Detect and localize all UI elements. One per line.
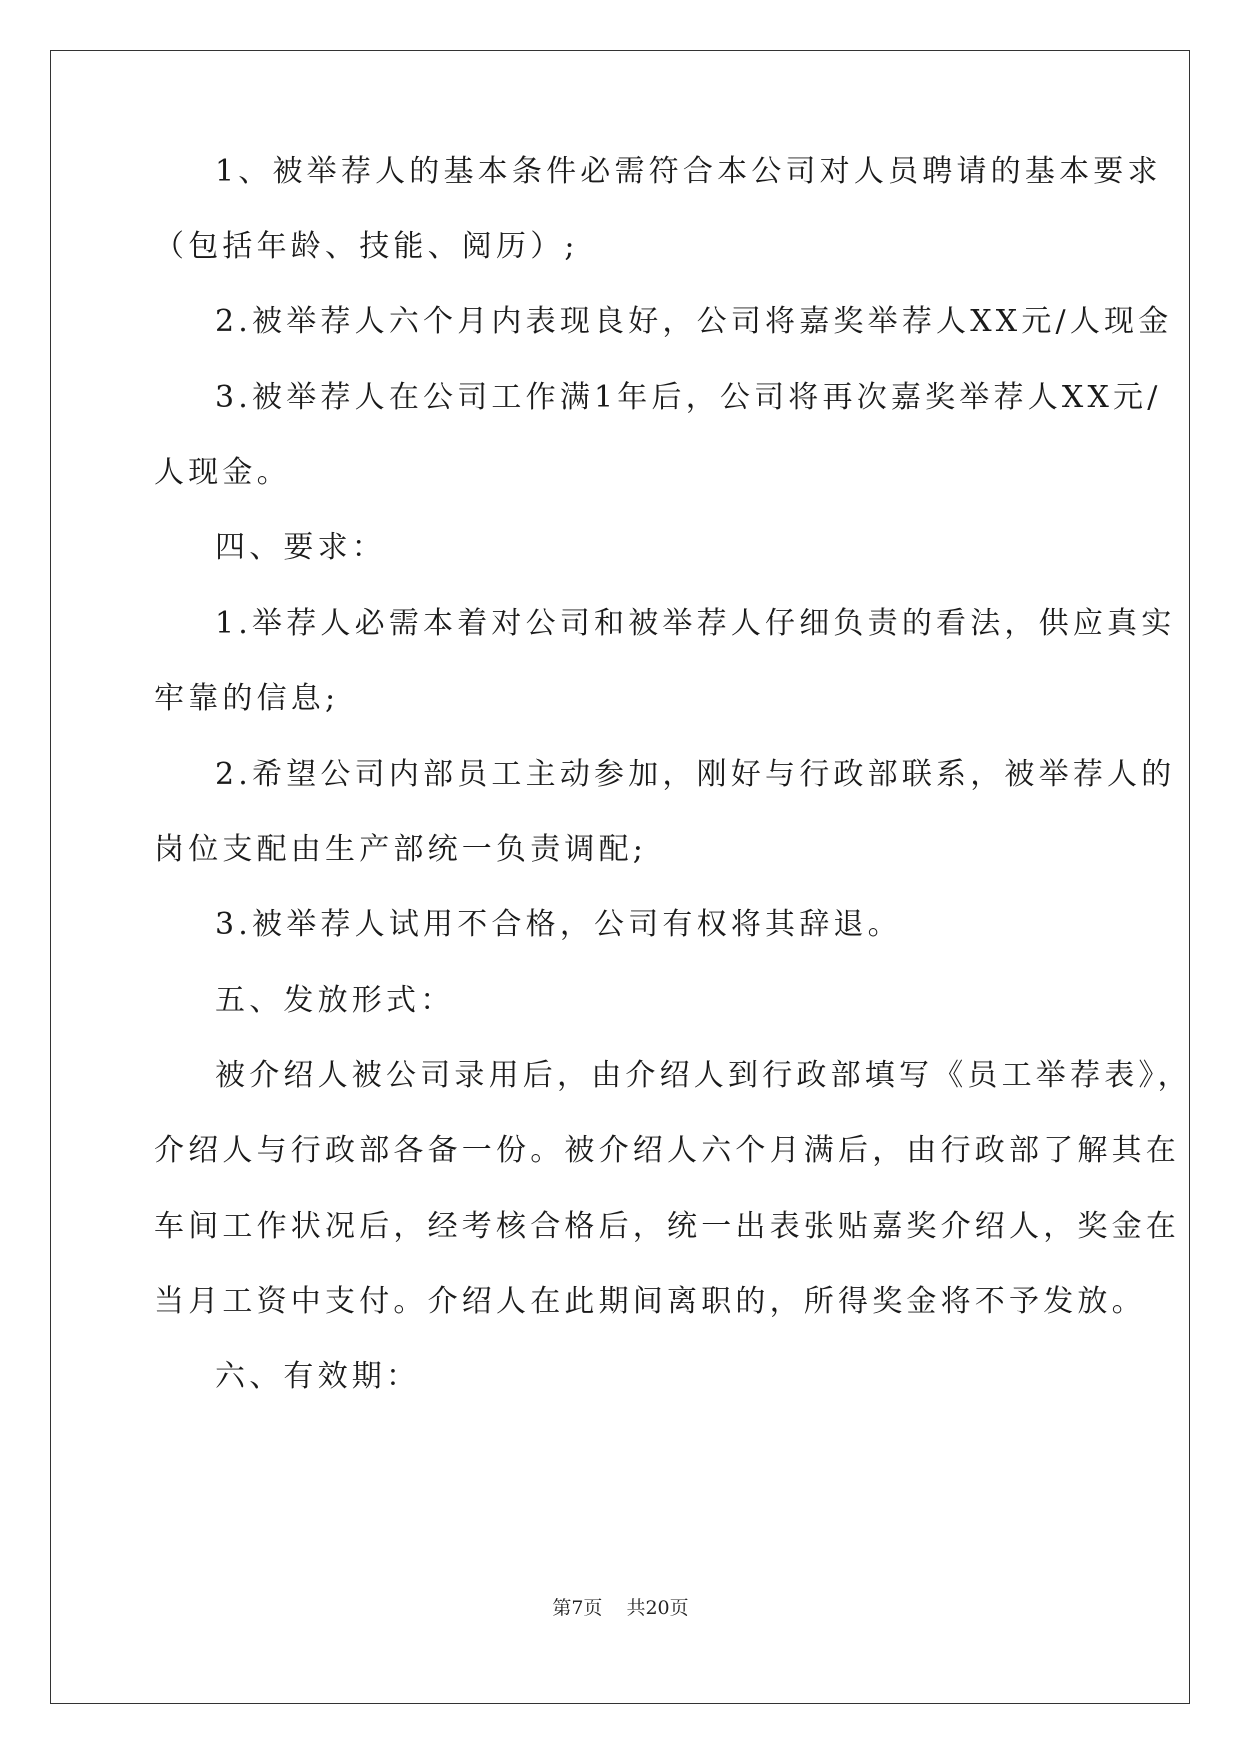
paragraph-line: 2.被举荐人六个月内表现良好，公司将嘉奖举荐人XX元/人现金 bbox=[215, 304, 1173, 339]
paragraph-line: 2.希望公司内部员工主动参加，刚好与行政部联系，被举荐人的 bbox=[215, 757, 1176, 792]
page-total: 共20页 bbox=[626, 1597, 689, 1619]
section-heading: 六、有效期： bbox=[215, 1359, 421, 1394]
section-heading: 四、要求： bbox=[215, 530, 386, 565]
paragraph-line: 被介绍人被公司录用后，由介绍人到行政部填写《员工举荐表》， bbox=[215, 1058, 1192, 1093]
paragraph-line: 1.举荐人必需本着对公司和被举荐人仔细负责的看法，供应真实 bbox=[215, 606, 1176, 641]
paragraph-line: 3.被举荐人在公司工作满1年后，公司将再次嘉奖举荐人XX元/ bbox=[215, 380, 1162, 415]
page-border bbox=[50, 50, 1190, 1704]
paragraph-line: 牢靠的信息; bbox=[154, 681, 340, 716]
paragraph-line: 1、被举荐人的基本条件必需符合本公司对人员聘请的基本要求 bbox=[215, 154, 1162, 189]
page-footer bbox=[0, 1596, 1241, 1620]
paragraph-line: （包括年龄、技能、阅历）; bbox=[154, 229, 579, 264]
section-heading: 五、发放形式： bbox=[215, 983, 455, 1018]
page-number: 第7页 bbox=[552, 1597, 603, 1619]
paragraph-line: 人现金。 bbox=[154, 455, 291, 490]
paragraph-line: 3.被举荐人试用不合格，公司有权将其辞退。 bbox=[215, 907, 902, 942]
paragraph-line: 岗位支配由生产部统一负责调配; bbox=[154, 832, 648, 867]
paragraph-line: 当月工资中支付。介绍人在此期间离职的，所得奖金将不予发放。 bbox=[154, 1284, 1146, 1319]
paragraph-line: 介绍人与行政部各备一份。被介绍人六个月满后，由行政部了解其在 bbox=[154, 1133, 1180, 1168]
paragraph-line: 车间工作状况后，经考核合格后，统一出表张贴嘉奖介绍人，奖金在 bbox=[154, 1209, 1180, 1244]
